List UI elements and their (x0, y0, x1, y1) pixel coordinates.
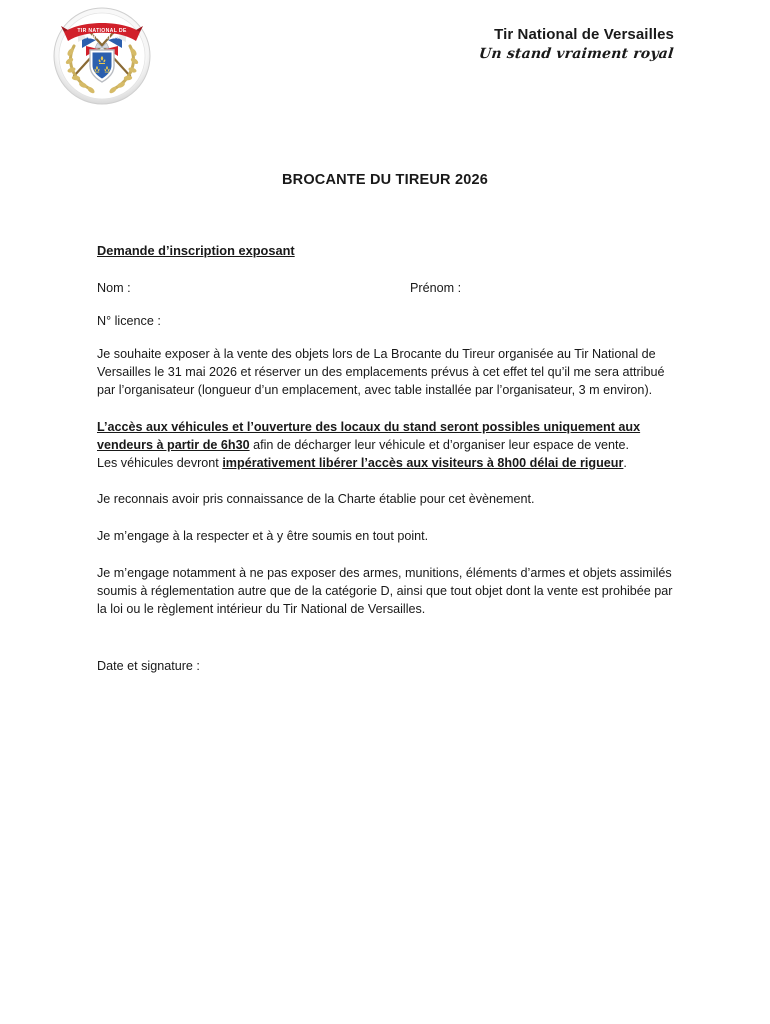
prenom-label: Prénom : (410, 281, 462, 296)
vehicle-access-emphasis: L’accès aux véhicules et l’ouverture des locaux du stand seront possibles uniquement aux vendeurs à partir de 6h30 (97, 419, 641, 452)
licence-field-row (97, 313, 673, 330)
organization-tagline: Un stand vraiment royal (478, 46, 675, 63)
document-body (97, 242, 673, 676)
paragraph-commitment: Je m’engage à la respecter et à y être soumis en tout point. (97, 529, 429, 544)
svg-text:VERSAILLES: VERSAILLES (84, 34, 120, 41)
vehicle-clearance-prefix: Les véhicules devront (97, 455, 223, 470)
nom-label: Nom : (97, 281, 131, 296)
tir-national-emblem-icon (52, 6, 152, 106)
section-heading: Demande d’inscription exposant (97, 243, 295, 258)
vehicle-access-rest: afin de décharger leur véhicule et d’organiser leur espace de vente. (249, 437, 630, 452)
document-header (0, 0, 770, 115)
vehicle-clearance-suffix: . (623, 455, 627, 470)
licence-label: N° licence : (97, 314, 161, 329)
paragraph-charter-acknowledgement: Je reconnais avoir pris connaissance de la Charte établie pour cet èvènement. (97, 492, 535, 507)
paragraph-vehicle-clearance (97, 455, 673, 473)
vehicle-clearance-emphasis: impérativement libérer l’accès aux visiteurs à 8h00 délai de rigueur (222, 455, 624, 470)
name-field-row (97, 280, 673, 297)
paragraph-prohibited-items: Je m’engage notamment à ne pas exposer des armes, munitions, éléments d’armes et objets assimilés soumis à réglementation autre que de la catégorie D, ainsi que tout objet dont la vente est prohibée par la loi ou le règlement intérieur du Tir National de Versailles. (97, 566, 673, 616)
club-logo (52, 6, 152, 106)
page-title: BROCANTE DU TIREUR 2026 (281, 172, 489, 188)
svg-text:TIR NATIONAL DE: TIR NATIONAL DE (77, 28, 127, 34)
date-signature-label: Date et signature : (97, 658, 200, 673)
organization-name: Tir National de Versailles (494, 26, 674, 43)
header-text-block (479, 26, 674, 62)
paragraph-vehicle-access (97, 419, 673, 455)
paragraph-exposition-request: Je souhaite exposer à la vente des objets lors de La Brocante du Tireur organisée au Tir National de Versailles le 31 mai 2026 et réserver un des emplacements prévus à cet effet tel qu’il me sera attribué par l’organisateur (longueur d’un emplacement, avec table installée par l’organisateur, 3 m environ). (97, 347, 665, 397)
